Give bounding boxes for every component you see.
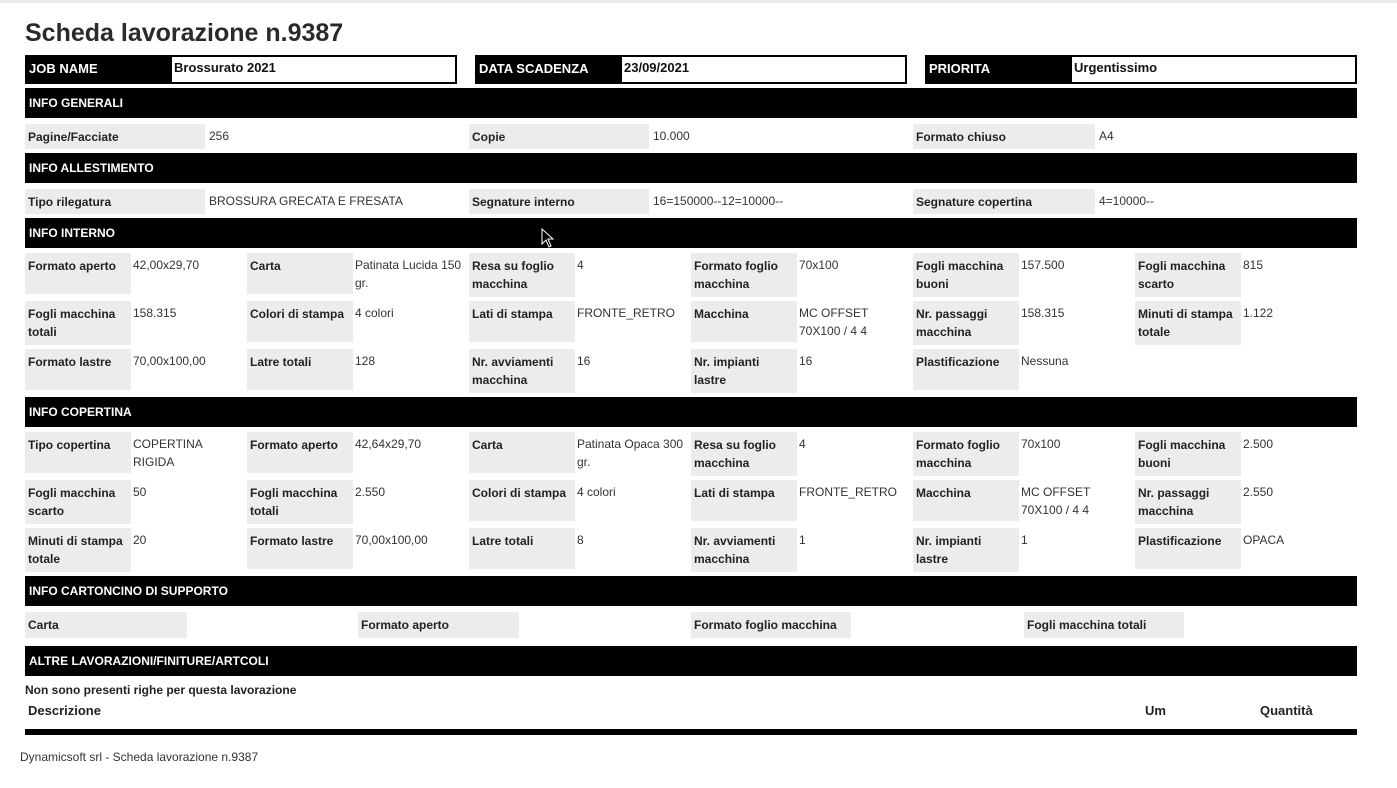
- field-label: Minuti di stampa totale: [25, 528, 131, 572]
- grid-field: [469, 528, 691, 572]
- grid-row: [25, 432, 1357, 476]
- field-label: Fogli macchina totali: [247, 480, 353, 524]
- field-label: Formato aperto: [358, 612, 519, 638]
- priority-value: Urgentissimo: [1072, 57, 1355, 82]
- field-formato-foglio: [691, 612, 1024, 638]
- field-value: 158.315: [133, 306, 177, 320]
- field-value: Patinata Opaca 300 gr.: [577, 437, 684, 469]
- field-label: Formato lastre: [247, 528, 353, 569]
- field-label: Latre totali: [469, 528, 575, 569]
- field-label: Fogli macchina totali: [25, 301, 131, 345]
- field-label: Carta: [247, 253, 353, 294]
- field-value: [187, 612, 191, 638]
- field-pagine: [25, 124, 469, 149]
- field-value: Patinata Lucida 150 gr.: [355, 258, 462, 290]
- grid-field: [247, 301, 469, 345]
- field-segnature-copertina: [913, 189, 1357, 214]
- column-header-um: Um: [1145, 703, 1166, 718]
- grid-field: [1135, 253, 1357, 297]
- field-value: COPERTINA RIGIDA: [133, 437, 203, 469]
- field-value: 2.550: [1243, 485, 1274, 499]
- field-value: 4 colori: [355, 306, 394, 320]
- field-label: Tipo copertina: [25, 432, 131, 473]
- section-info-interno: INFO INTERNO: [25, 218, 1357, 248]
- grid-row: [25, 301, 1357, 345]
- grid-row: [25, 528, 1357, 572]
- field-value: BROSSURA GRECATA E FRESATA: [209, 194, 403, 208]
- grid-field: [25, 253, 247, 297]
- field-value: OPACA: [1243, 533, 1285, 547]
- grid-row: [25, 253, 1357, 297]
- field-label: Nr. passaggi macchina: [1135, 480, 1241, 524]
- field-label: Pagine/Facciate: [25, 124, 205, 149]
- page-footer: Dynamicsoft srl - Scheda lavorazione n.9387: [20, 750, 259, 764]
- info-copertina-grid: [25, 432, 1357, 572]
- priority-label: PRIORITA: [929, 61, 991, 76]
- column-header-quantita: Quantità: [1260, 703, 1313, 718]
- field-value: 1.122: [1243, 306, 1274, 320]
- field-value: 8: [577, 533, 584, 547]
- field-label: Fogli macchina buoni: [913, 253, 1019, 297]
- field-value: [519, 612, 523, 638]
- grid-field: [913, 253, 1135, 297]
- field-label: Resa su foglio macchina: [469, 253, 575, 297]
- table-header: [25, 703, 1357, 727]
- section-info-cartoncino: INFO CARTONCINO DI SUPPORTO: [25, 576, 1357, 606]
- field-value: 4 colori: [577, 485, 616, 499]
- job-name-label: JOB NAME: [29, 61, 98, 76]
- field-value: 70,00x100,00: [133, 354, 206, 368]
- field-label: Macchina: [913, 480, 1019, 521]
- job-name-box: [25, 55, 457, 84]
- field-label: Nr. passaggi macchina: [913, 301, 1019, 345]
- field-label: Latre totali: [247, 349, 353, 390]
- grid-field: [25, 480, 247, 524]
- field-label: Segnature copertina: [913, 189, 1095, 214]
- field-segnature-interno: [469, 189, 913, 214]
- field-carta: [25, 612, 358, 638]
- field-label: Nr. avviamenti macchina: [691, 528, 797, 572]
- table-bottom-border: [25, 729, 1357, 735]
- empty-rows-note: Non sono presenti righe per questa lavorazione: [25, 683, 297, 697]
- field-value: 815: [1243, 258, 1264, 272]
- grid-row: [25, 480, 1357, 524]
- field-value: 256: [209, 129, 230, 143]
- grid-field: [25, 349, 247, 393]
- section-info-allestimento: INFO ALLESTIMENTO: [25, 153, 1357, 183]
- priority-box: [925, 55, 1357, 84]
- field-value: 70x100: [1021, 437, 1061, 451]
- field-value: 2.550: [355, 485, 386, 499]
- field-value: 158.315: [1021, 306, 1065, 320]
- field-value: Nessuna: [1021, 354, 1069, 368]
- field-value: 16=150000--12=10000--: [653, 194, 784, 208]
- field-label: Copie: [469, 124, 649, 149]
- field-value: MC OFFSET 70X100 / 4 4: [799, 306, 869, 338]
- grid-field: [469, 301, 691, 345]
- grid-field: [1135, 301, 1357, 345]
- field-label: Formato foglio macchina: [913, 432, 1019, 476]
- info-interno-grid: [25, 253, 1357, 393]
- field-value: 10.000: [653, 129, 690, 143]
- work-sheet: [25, 18, 1357, 735]
- field-label: Minuti di stampa totale: [1135, 301, 1241, 345]
- field-label: Tipo rilegatura: [25, 189, 205, 214]
- grid-field: [25, 528, 247, 572]
- field-value: 1: [799, 533, 806, 547]
- job-name-value: Brossurato 2021: [172, 57, 455, 82]
- grid-field: [247, 432, 469, 476]
- field-value: 20: [133, 533, 147, 547]
- grid-field: [691, 301, 913, 345]
- field-value: 4: [577, 258, 584, 272]
- grid-field: [913, 432, 1135, 476]
- grid-field: [691, 253, 913, 297]
- field-label: Formato lastre: [25, 349, 131, 390]
- grid-row: [25, 349, 1357, 393]
- field-value: A4: [1099, 129, 1114, 143]
- info-generali-row: [25, 124, 1357, 149]
- field-label: Colori di stampa: [247, 301, 353, 342]
- info-allestimento-row: [25, 189, 1357, 214]
- grid-field: [247, 528, 469, 572]
- field-value: 4=10000--: [1099, 194, 1155, 208]
- grid-field: [1135, 528, 1357, 572]
- field-value: 70,00x100,00: [355, 533, 428, 547]
- field-label: Nr. avviamenti macchina: [469, 349, 575, 393]
- grid-field: [469, 349, 691, 393]
- field-label: Nr. impianti lastre: [691, 349, 797, 393]
- grid-field: [691, 349, 913, 393]
- grid-field: [1135, 432, 1357, 476]
- field-value: FRONTE_RETRO: [799, 485, 898, 499]
- top-divider: [0, 0, 1397, 3]
- grid-field: [1135, 480, 1357, 524]
- field-label: Formato aperto: [247, 432, 353, 473]
- grid-field: [913, 528, 1135, 572]
- field-label: Resa su foglio macchina: [691, 432, 797, 476]
- due-date-value: 23/09/2021: [622, 57, 905, 82]
- grid-field: [691, 528, 913, 572]
- grid-field: [913, 301, 1135, 345]
- field-copie: [469, 124, 913, 149]
- due-date-label: DATA SCADENZA: [479, 61, 589, 76]
- field-label: Fogli macchina scarto: [1135, 253, 1241, 297]
- grid-field: [691, 480, 913, 524]
- page-title: Scheda lavorazione n.9387: [25, 19, 344, 47]
- field-label: Lati di stampa: [691, 480, 797, 521]
- grid-field: [247, 480, 469, 524]
- field-label: Fogli macchina scarto: [25, 480, 131, 524]
- grid-field: [469, 432, 691, 476]
- field-formato-chiuso: [913, 124, 1357, 149]
- field-tipo-rilegatura: [25, 189, 469, 214]
- field-value: 4: [799, 437, 806, 451]
- field-label: Lati di stampa: [469, 301, 575, 342]
- grid-field: [913, 480, 1135, 524]
- field-value: 42,64x29,70: [355, 437, 422, 451]
- column-header-descrizione: Descrizione: [28, 703, 101, 718]
- field-label: Formato foglio macchina: [691, 612, 851, 638]
- grid-field: [25, 301, 247, 345]
- field-value: MC OFFSET 70X100 / 4 4: [1021, 485, 1091, 517]
- field-value: 42,00x29,70: [133, 258, 200, 272]
- field-value: [851, 612, 855, 638]
- field-value: 128: [355, 354, 376, 368]
- field-label: Macchina: [691, 301, 797, 342]
- field-value: 16: [577, 354, 591, 368]
- field-label: Plastificazione: [913, 349, 1019, 390]
- due-date-box: [475, 55, 907, 84]
- field-label: Formato chiuso: [913, 124, 1095, 149]
- field-fogli-totali: [1024, 612, 1357, 638]
- section-info-copertina: INFO COPERTINA: [25, 397, 1357, 427]
- mouse-cursor-icon: [541, 228, 555, 248]
- section-altre-lavorazioni: ALTRE LAVORAZIONI/FINITURE/ARTCOLI: [25, 646, 1357, 676]
- field-label: Formato foglio macchina: [691, 253, 797, 297]
- field-label: Segnature interno: [469, 189, 649, 214]
- field-label: Carta: [25, 612, 187, 638]
- header-row: [25, 55, 1357, 84]
- field-label: Plastificazione: [1135, 528, 1241, 569]
- grid-field: [247, 349, 469, 393]
- field-value: 70x100: [799, 258, 839, 272]
- field-value: 2.500: [1243, 437, 1274, 451]
- grid-field-empty: [1135, 349, 1357, 393]
- field-label: Colori di stampa: [469, 480, 575, 521]
- field-value: [1184, 612, 1188, 638]
- field-value: 16: [799, 354, 813, 368]
- grid-field: [691, 432, 913, 476]
- section-info-generali: INFO GENERALI: [25, 88, 1357, 118]
- field-value: FRONTE_RETRO: [577, 306, 676, 320]
- field-value: 157.500: [1021, 258, 1065, 272]
- field-value: 1: [1021, 533, 1028, 547]
- info-cartoncino-row: [25, 612, 1357, 638]
- field-label: Nr. impianti lastre: [913, 528, 1019, 572]
- field-formato-aperto: [358, 612, 691, 638]
- field-label: Fogli macchina totali: [1024, 612, 1184, 638]
- field-label: Carta: [469, 432, 575, 473]
- grid-field: [469, 253, 691, 297]
- grid-field: [469, 480, 691, 524]
- field-label: Fogli macchina buoni: [1135, 432, 1241, 476]
- grid-field: [25, 432, 247, 476]
- field-label: Formato aperto: [25, 253, 131, 294]
- field-value: 50: [133, 485, 147, 499]
- grid-field: [913, 349, 1135, 393]
- grid-field: [247, 253, 469, 297]
